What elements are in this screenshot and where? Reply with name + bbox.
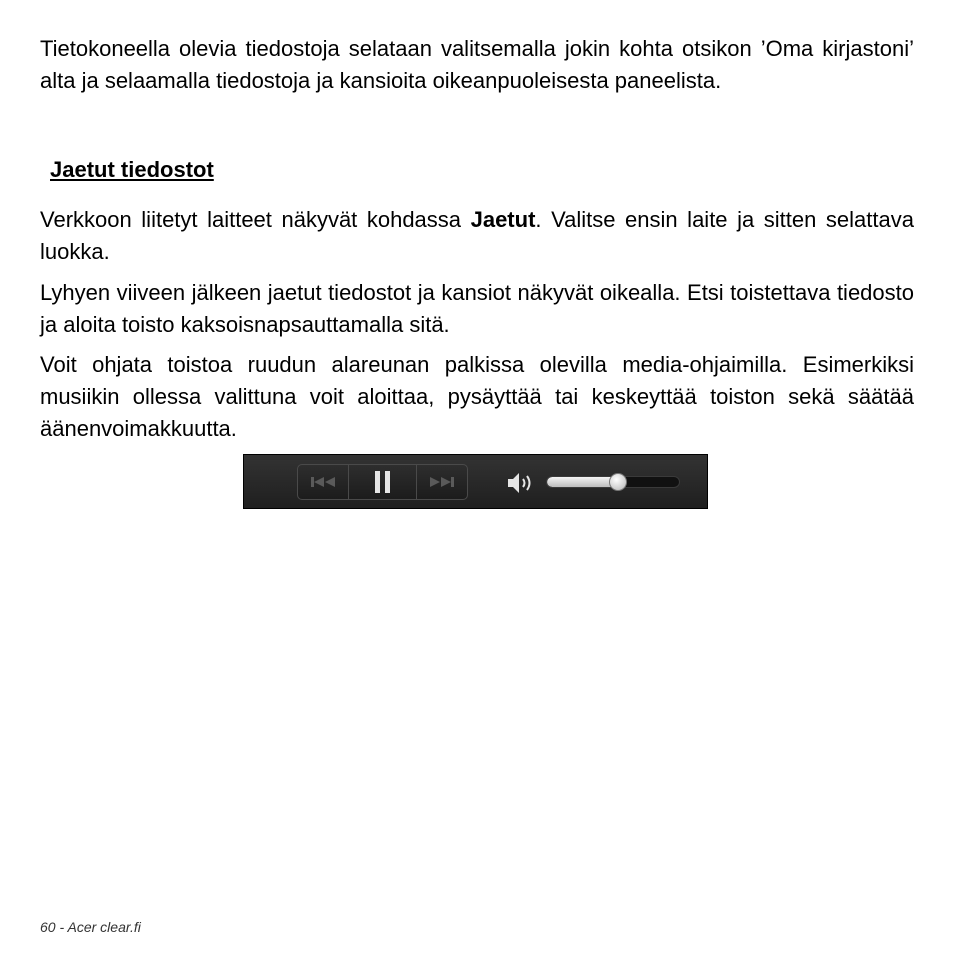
- volume-slider-fill: [547, 477, 618, 487]
- pause-icon: [374, 471, 392, 493]
- shared-devices-paragraph: [40, 204, 914, 268]
- intro-paragraph: Tietokoneella olevia tiedostoja selataan valitsemalla jokin kohta otsikon ’Oma kirjastoni’ alta ja selaamalla tiedostoja ja kansioita oikeanpuoleisesta paneelista.: [40, 36, 914, 93]
- media-control-bar: [243, 454, 708, 509]
- shared-text-after: . Valitse ensin laite ja sitten selattava luokka.: [40, 207, 914, 264]
- skip-forward-icon: [429, 476, 455, 488]
- volume-slider-handle[interactable]: [609, 473, 627, 491]
- delay-paragraph: Lyhyen viiveen jälkeen jaetut tiedostot ja kansiot näkyvät oikealla. Etsi toistettava tiedosto ja aloita toisto kaksoisnapsauttamalla sitä.: [40, 280, 914, 337]
- skip-back-icon: [310, 476, 336, 488]
- page-footer: 60 - Acer clear.fi: [40, 919, 141, 935]
- next-button[interactable]: [417, 465, 467, 499]
- pause-button[interactable]: [349, 465, 417, 499]
- media-controls-paragraph: Voit ohjata toistoa ruudun alareunan palkissa olevilla media-ohjaimilla. Esimerkiksi musiikin ollessa valittuna voit aloittaa, pysäyttää tai keskeyttää toiston sekä säätää äänenvoimakkuutta.: [40, 352, 914, 441]
- previous-button[interactable]: [298, 465, 349, 499]
- speaker-icon[interactable]: [506, 471, 534, 495]
- playback-button-group: [297, 464, 468, 500]
- shared-text-before: Verkkoon liitetyt laitteet näkyvät kohdassa: [40, 207, 471, 232]
- shared-bold-term: Jaetut: [470, 207, 536, 232]
- section-heading: Jaetut tiedostot: [50, 157, 214, 182]
